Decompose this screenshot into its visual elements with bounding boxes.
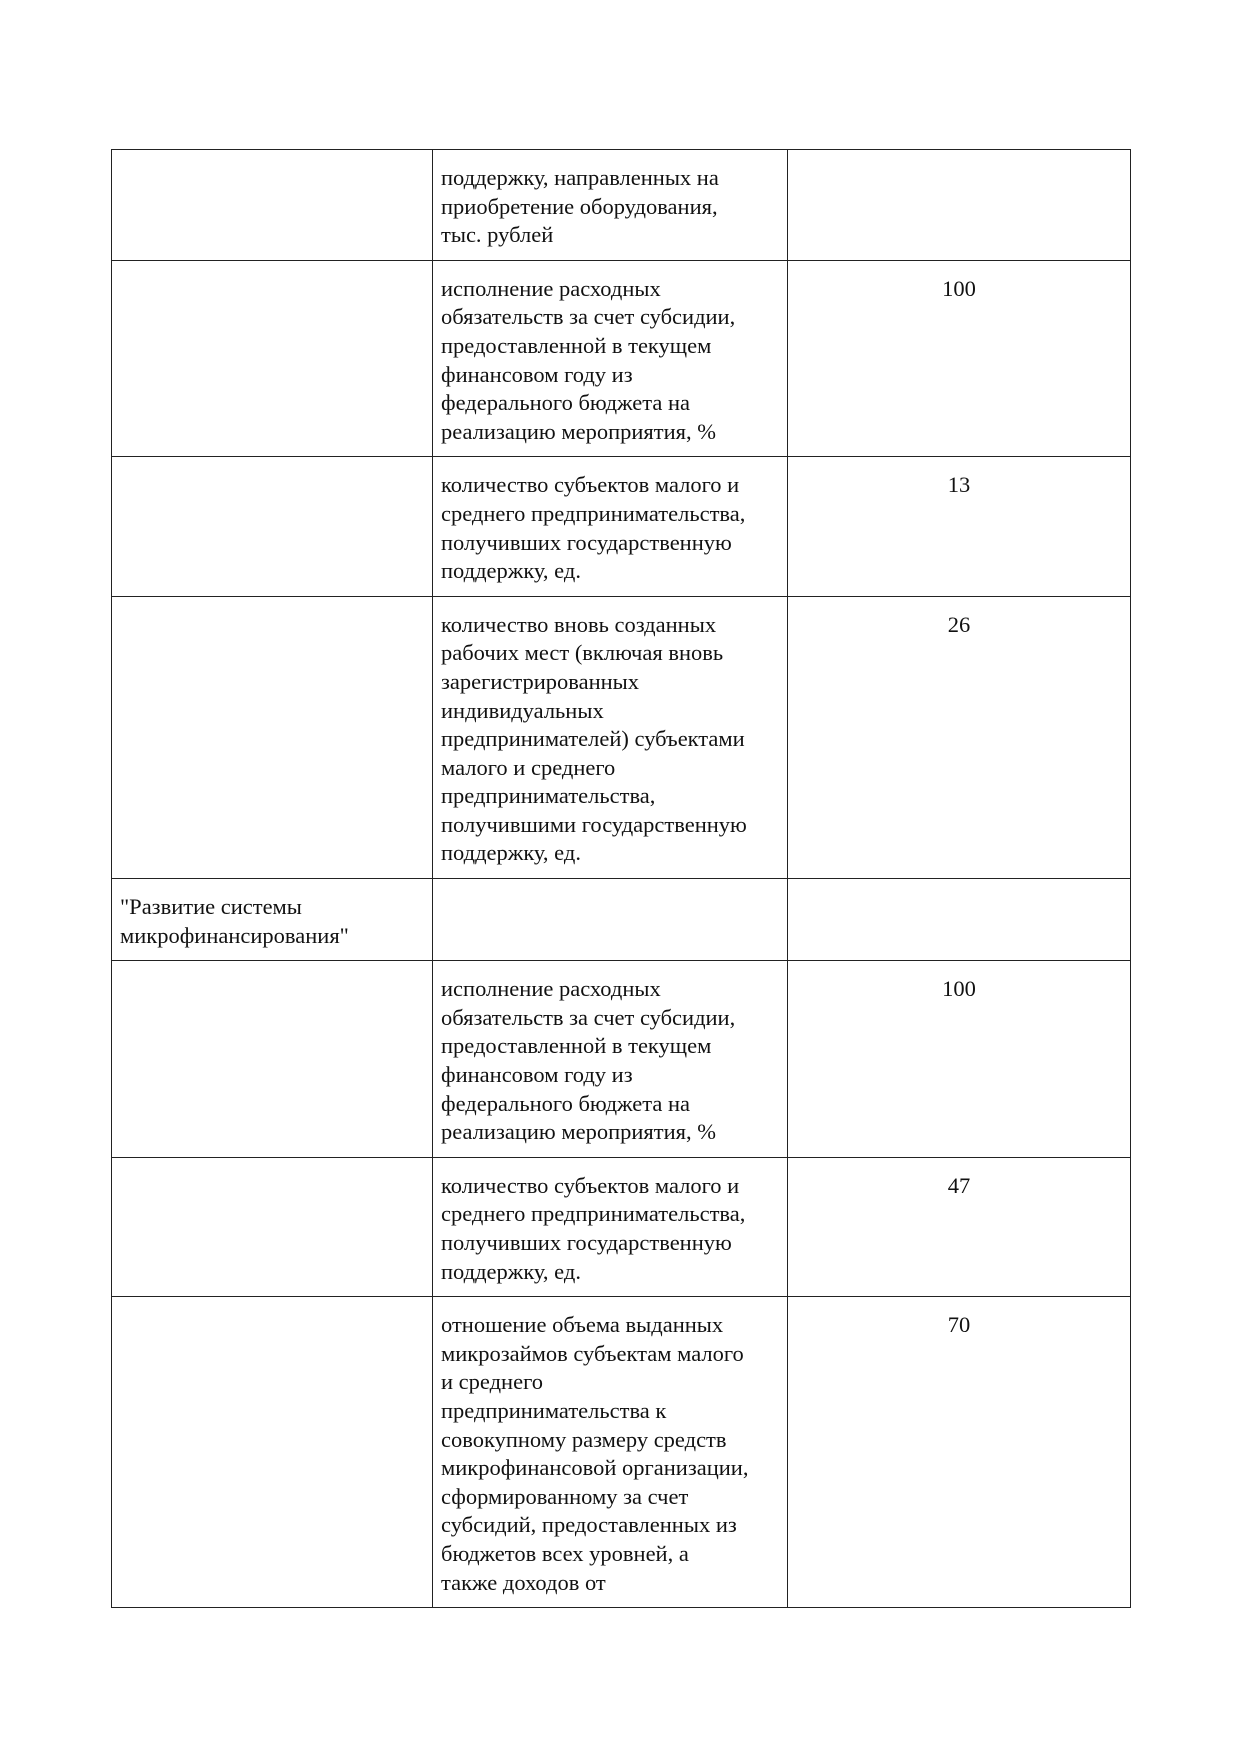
indicator-line: получившими государственную (441, 811, 747, 837)
indicator-line: исполнение расходных (441, 976, 661, 1002)
indicator-line: совокупному размеру средств (441, 1426, 727, 1452)
indicator-line: реализацию мероприятия, % (441, 418, 716, 444)
indicator-line: реализацию мероприятия, % (441, 1119, 716, 1145)
indicator-line: бюджетов всех уровней, а (441, 1540, 689, 1566)
cell-value: 100 (788, 260, 1131, 457)
cell-program-name (112, 1157, 433, 1296)
indicator-line: федерального бюджета на (441, 1090, 691, 1116)
indicator-line: федерального бюджета на (441, 390, 691, 416)
cell-value: 70 (788, 1297, 1131, 1608)
indicator-line: предпринимательства к (441, 1397, 667, 1423)
indicator-line: финансовом году из (441, 1062, 633, 1088)
cell-indicator (433, 596, 788, 878)
cell-program-name (112, 1297, 433, 1608)
indicator-line: предоставленной в текущем (441, 1033, 712, 1059)
indicator-line: отношение объема выданных (441, 1312, 724, 1338)
indicator-line: поддержку, ед. (441, 558, 581, 584)
indicator-line: обязательств за счет субсидии, (441, 304, 736, 330)
indicator-line: среднего предпринимательства, (441, 500, 746, 526)
cell-program-name (112, 150, 433, 261)
cell-program-name (112, 260, 433, 457)
indicator-line: поддержку, ед. (441, 840, 581, 866)
indicator-line: индивидуальных (441, 697, 604, 723)
indicator-line: и среднего (441, 1369, 543, 1395)
indicator-line: микрофинансовой организации, (441, 1455, 749, 1481)
table-row (112, 1157, 1131, 1296)
table-row (112, 961, 1131, 1158)
cell-value: 13 (788, 457, 1131, 596)
cell-value (788, 879, 1131, 961)
cell-indicator (433, 961, 788, 1158)
indicator-line: среднего предпринимательства, (441, 1201, 746, 1227)
indicator-line: получивших государственную (441, 1230, 732, 1255)
table-row (112, 1297, 1131, 1608)
cell-value: 100 (788, 961, 1131, 1158)
indicators-table-body (112, 150, 1131, 1608)
indicator-line: предпринимательства, (441, 783, 656, 809)
program-name-line: "Развитие системы (120, 894, 302, 920)
cell-value: 47 (788, 1157, 1131, 1296)
cell-program-name (112, 596, 433, 878)
indicator-line: микрозаймов субъектам малого (441, 1340, 744, 1366)
indicator-line: обязательств за счет субсидии, (441, 1004, 736, 1030)
cell-value (788, 150, 1131, 261)
cell-indicator (433, 1157, 788, 1296)
table-row (112, 260, 1131, 457)
table-row (112, 596, 1131, 878)
table-row (112, 150, 1131, 261)
indicator-line: количество субъектов малого и (441, 472, 740, 498)
indicator-line: получивших государственную (441, 529, 732, 555)
indicator-line: зарегистрированных (441, 668, 640, 694)
indicator-line: количество субъектов малого и (441, 1172, 740, 1198)
indicator-line: также доходов от (441, 1569, 606, 1595)
cell-program-name (112, 961, 433, 1158)
cell-indicator (433, 150, 788, 261)
table-row (112, 457, 1131, 596)
indicator-line: малого и среднего (441, 754, 616, 780)
indicator-line: субсидий, предоставленных из (441, 1512, 737, 1538)
indicator-line: количество вновь созданных (441, 611, 717, 637)
cell-value: 26 (788, 596, 1131, 878)
table-row (112, 879, 1131, 961)
indicator-line: исполнение расходных (441, 275, 661, 301)
cell-program-name (112, 457, 433, 596)
indicator-line: тыс. рублей (441, 222, 554, 248)
indicator-line: поддержку, ед. (441, 1258, 581, 1284)
indicator-line: приобретение оборудования, (441, 193, 718, 219)
cell-indicator (433, 1297, 788, 1608)
indicators-table (111, 149, 1131, 1608)
cell-indicator (433, 457, 788, 596)
cell-indicator (433, 879, 788, 961)
indicator-line: поддержку, направленных на (441, 165, 719, 190)
indicator-line: предоставленной в текущем (441, 332, 712, 358)
indicator-line: рабочих мест (включая вновь (441, 640, 724, 666)
cell-indicator (433, 260, 788, 457)
indicator-line: сформированному за счет (441, 1483, 689, 1509)
cell-program-name (112, 879, 433, 961)
indicator-line: предпринимателей) субъектами (441, 726, 745, 752)
program-name-line: микрофинансирования" (120, 922, 349, 948)
indicator-line: финансовом году из (441, 361, 633, 387)
